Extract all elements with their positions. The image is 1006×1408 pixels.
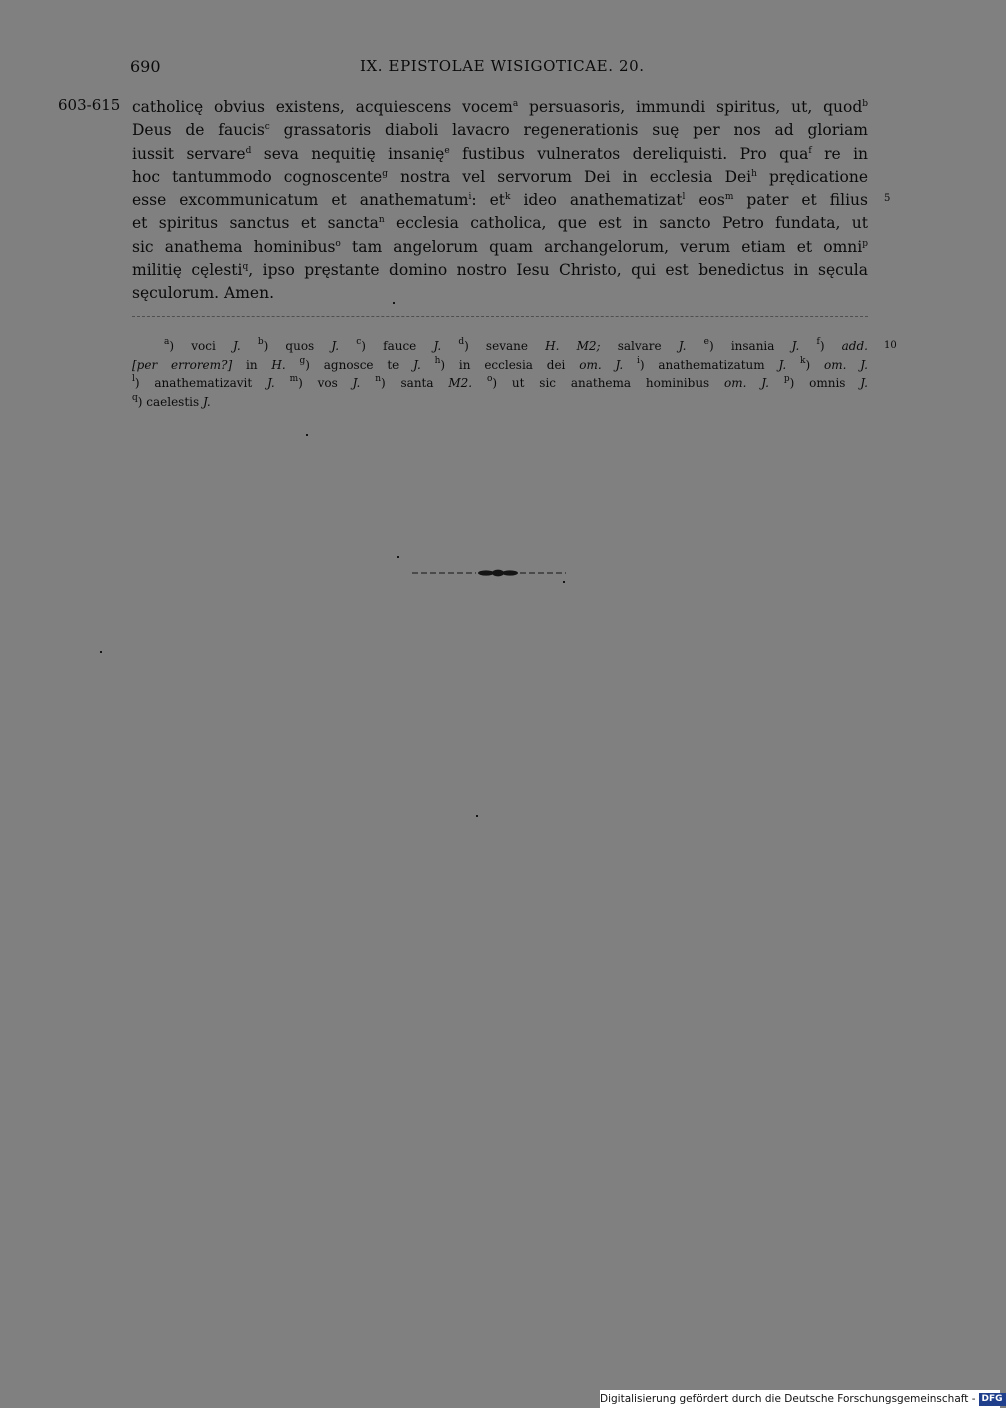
margin-date-range: 603-615 xyxy=(58,96,121,114)
page-number: 690 xyxy=(130,57,161,76)
text-line-3: iussit servare$^d$ seva nequitię insanię$^e$ fustibus vulneratos dereliquisti. Pro qua$^f$ re in xyxy=(132,144,869,163)
text-line-9: sęculorum. Amen. xyxy=(132,284,274,303)
footnote-g: $^g$) agnosce te J. xyxy=(299,355,421,372)
end-ornament xyxy=(410,565,570,581)
text-line-5: esse excommunicatum et anathematum$^i$: $et^k$ ideo anathematizat$^l$ eos$^m$ pater et filius xyxy=(132,191,868,210)
line-number-10: 10 xyxy=(884,340,897,351)
text-line-1: catholicę obvius existens, acquiescens vocem$^a$ persuasoris, immundi spiritus, ut, quod$^b$ xyxy=(132,98,869,116)
main-text-block xyxy=(132,96,868,306)
footnote-e: $^e$) insania J. xyxy=(703,337,800,353)
footnote-line-2 xyxy=(132,356,868,375)
footnotes-block xyxy=(132,337,868,412)
scan-speck xyxy=(393,302,395,304)
running-head: IX. EPISTOLAE WISIGOTICAE. 20. xyxy=(360,57,645,75)
footnote-p: $^p$) omnis J. xyxy=(783,374,868,391)
footnote-n: $^n$) santa M2. xyxy=(375,374,473,391)
footnote-h: $^h$) in ecclesia dei om. J. xyxy=(434,355,624,372)
text-line-4: hoc tantummodo cognoscente$^g$ nostra vel servorum Dei in ecclesia Dei$^h$ prędicatione xyxy=(132,167,868,186)
line-number-5: 5 xyxy=(884,193,891,204)
footnote-i: $^i$) anathematizatum J. xyxy=(636,355,787,372)
scan-speck xyxy=(563,581,565,583)
scan-speck xyxy=(306,434,308,436)
text-line-2: Deus de faucis$^c$ grassatoris diaboli lavacro regenerationis suę per nos ad gloriam xyxy=(132,121,869,140)
footnote-b: $^b$) quos J. xyxy=(257,337,340,353)
text-line-6: et spiritus sanctus et sancta$^n$ ecclesia catholica, que est in sancto Petro fundata, ut xyxy=(132,214,868,233)
footnote-f: $^f$) add. xyxy=(816,337,868,353)
footnote-line-3 xyxy=(132,374,868,393)
footnote-separator-rule xyxy=(132,316,868,317)
scan-speck xyxy=(476,815,478,817)
footnote-q: $^q$) caelestis J. xyxy=(132,393,211,410)
scan-speck xyxy=(397,556,399,558)
footnote-m: $^m$) vos J. xyxy=(289,374,361,391)
footnote-d: $^d$) sevane H. M2; salvare J. xyxy=(458,337,687,353)
footnote-a: $^a$) voci J. xyxy=(164,337,241,353)
footnote-line-1 xyxy=(132,337,868,356)
footnote-line-4 xyxy=(132,393,868,412)
funding-footer-bar xyxy=(600,1390,1003,1408)
funding-text: Digitalisierung gefördert durch die Deutsche Forschungsgemeinschaft - xyxy=(600,1393,976,1405)
scan-speck xyxy=(100,651,102,653)
footnote-k: $^k$) om. J. xyxy=(800,355,868,372)
footnote-o: $^o$) ut sic anathema hominibus om. J. xyxy=(486,374,769,391)
footnote-f-continued: [per errorem?] in H. xyxy=(132,357,286,372)
text-line-8: militię cęlesti$^q$, ipso pręstante domino nostro Iesu Christo, qui est benedictus in sęcula xyxy=(132,261,868,280)
footnote-l: $^l$) anathematizavit J. xyxy=(132,374,275,391)
dfg-logo-icon: DFG xyxy=(979,1393,1006,1406)
footnote-c: $^c$) fauce J. xyxy=(356,337,442,353)
text-line-7: sic anathema hominibus$^o$ tam angelorum quam archangelorum, verum etiam et omni$^p$ xyxy=(132,237,868,256)
